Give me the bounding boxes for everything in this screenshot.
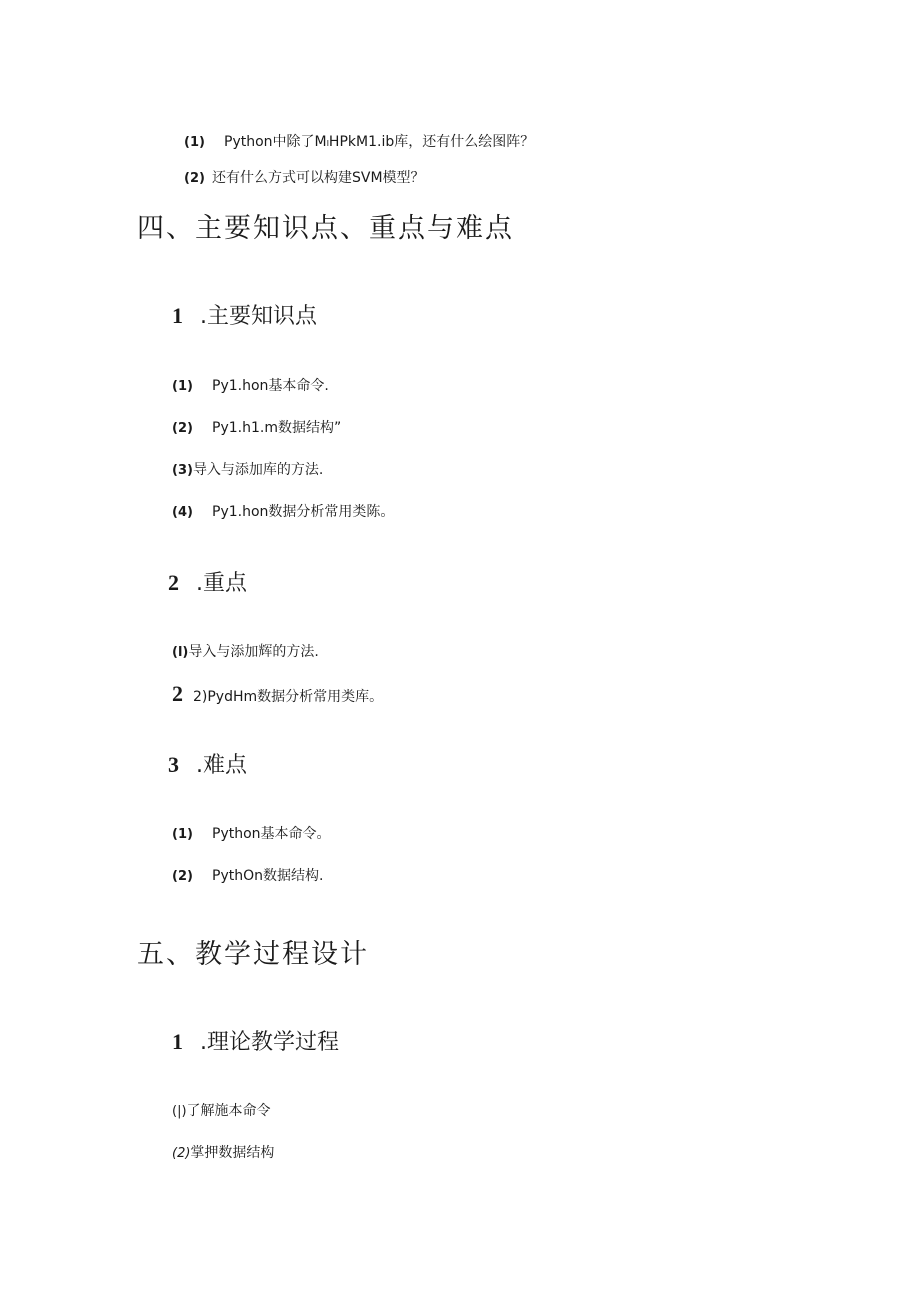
question-2 (184, 171, 425, 185)
key-point-item-2-text: 2)PydHm数据分析常用类库。 (193, 689, 384, 705)
key-point-item-1 (172, 645, 319, 659)
process-item-2-text: 掌押数据结构 (190, 1145, 275, 1161)
difficulty-item-1 (172, 827, 331, 841)
section-4-2-title: .重点 (196, 571, 247, 596)
question-2-text: 还有什么方式可以构建SVM模型？ (212, 170, 425, 186)
knowledge-item-4-number: (4) (172, 505, 193, 520)
key-point-item-2-number: 2 (172, 681, 183, 706)
section-5-1-heading (172, 1031, 339, 1054)
difficulty-item-2-number: (2) (172, 869, 193, 884)
question-1 (184, 135, 534, 149)
knowledge-item-4 (172, 505, 394, 519)
section-4-title: 四、主要知识点、重点与难点 (137, 213, 514, 244)
section-4-1-heading (172, 305, 317, 328)
difficulty-item-2-text: PythOn数据结构. (212, 868, 324, 884)
question-2-number: (2) (184, 171, 205, 186)
process-item-1-text: 了解施本命令 (186, 1103, 271, 1119)
key-point-item-1-number: (l) (172, 645, 189, 660)
question-1-number: (1) (184, 135, 205, 150)
difficulty-item-2 (172, 869, 323, 883)
difficulty-item-1-text: Python基本命令。 (212, 826, 331, 842)
knowledge-item-1 (172, 379, 329, 393)
knowledge-item-2 (172, 421, 341, 435)
section-5-title: 五、教学过程设计 (137, 939, 369, 970)
difficulty-item-1-number: (1) (172, 827, 193, 842)
knowledge-item-3 (172, 463, 323, 477)
question-1-text: Python中除了MₗHPkM1.ib库，还有什么绘图阵？ (224, 134, 535, 150)
section-4-3-title: .难点 (196, 753, 247, 778)
key-point-item-2 (172, 683, 383, 705)
section-5-1-number: 1 (172, 1029, 183, 1054)
section-4-1-title: .主要知识点 (200, 304, 317, 329)
knowledge-item-1-text: Py1.hon基本命令. (212, 378, 329, 394)
knowledge-item-2-number: (2) (172, 421, 193, 436)
knowledge-item-2-text: Py1.h1.m数据结构” (212, 420, 342, 436)
section-4-3-heading (168, 754, 247, 777)
knowledge-item-3-number: (3) (172, 463, 193, 478)
knowledge-item-4-text: Py1.hon数据分析常用类陈。 (212, 504, 395, 520)
process-item-1-number: (|) (172, 1104, 187, 1119)
knowledge-item-1-number: (1) (172, 379, 193, 394)
process-item-2 (172, 1146, 274, 1160)
section-4-3-number: 3 (168, 752, 179, 777)
process-item-1 (172, 1104, 271, 1118)
section-5-1-title: .理论教学过程 (200, 1030, 339, 1055)
section-4-2-number: 2 (168, 570, 179, 595)
section-4-1-number: 1 (172, 303, 183, 328)
knowledge-item-3-text: 导入与添加库的方法. (192, 462, 324, 478)
key-point-item-1-text: 导入与添加辉的方法. (188, 644, 319, 660)
process-item-2-number: (2) (172, 1146, 191, 1161)
section-4-2-heading (168, 572, 247, 595)
